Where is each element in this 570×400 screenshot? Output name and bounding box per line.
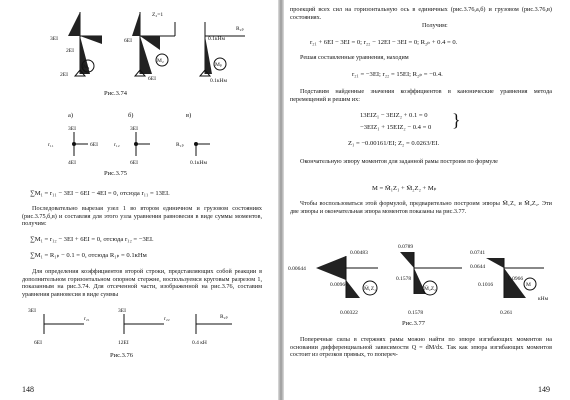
- f377-unit: кНм: [538, 296, 549, 302]
- fig374-label-b3: M₂: [157, 58, 164, 64]
- left-equation-3: ∑M₁ = R₁ₚ − 0.1 = 0, отсюда R₁ₚ = 0.1кНм: [30, 252, 147, 259]
- system-brace: }: [452, 110, 461, 130]
- right-paragraph-3: Подставим найденные значения коэффициентов в канонические уравнения метода перемещений и решим их:: [290, 88, 552, 103]
- figure-3-75: [40, 120, 240, 168]
- fig375-sub-a: а): [68, 112, 74, 119]
- fig376-b: [118, 308, 170, 346]
- right-system-line-1: 13EIZ₁ − 3EIZ₂ + 0.1 = 0: [360, 112, 428, 119]
- fig377-caption: Рис.3.77: [402, 320, 425, 327]
- left-equation-2: ∑M₁ = r₁₂ − 3EI + 6EI = 0, отсюда r₁₂ = −3EI.: [30, 236, 154, 243]
- fig376-c: [192, 314, 232, 346]
- f377-m1: M̄₁Z₁: [364, 286, 377, 292]
- right-equation-3: Z₁ = −0.00161/EI; Z₂ = 0.0263/EI.: [348, 140, 440, 147]
- right-page-number: 149: [538, 385, 550, 394]
- f377-v6: 0.1578: [408, 310, 424, 316]
- right-system-line-2: −3EIZ₁ + 15EIZ₂ − 0.4 = 0: [360, 124, 432, 131]
- f375-r11: r₁₁: [48, 142, 54, 148]
- fig376-caption: Рис.3.76: [110, 352, 133, 359]
- right-equation-2: r₂₁ = −3EI; r₂₂ = 15EI; R₂ₚ = −0.4.: [352, 71, 443, 78]
- f376-r21: r₂₁: [84, 316, 90, 322]
- figure-3-74: [40, 2, 260, 90]
- f377-v9: 0.1016: [478, 282, 494, 288]
- f377-v4: 0.0789: [398, 244, 414, 250]
- f377-m2: M̄₂Z₂: [424, 286, 437, 292]
- fig374-label-c0: 0.1кНм: [208, 36, 225, 42]
- fig374-label-c3: R₂ₚ: [236, 26, 244, 32]
- f376-12ei: 12EI: [118, 340, 129, 346]
- fig374-diagram-a: [50, 12, 102, 78]
- fig375-node-c: [176, 142, 210, 166]
- fig377-m1z1: [288, 250, 378, 316]
- f376-04kn: 0.4 кН: [192, 340, 207, 346]
- fig374-label-a2: 2EI: [60, 72, 68, 78]
- figure-3-77: [286, 228, 566, 318]
- f376-r2p: R₂ₚ: [220, 314, 228, 320]
- f375-6ei-b: 6EI: [130, 160, 138, 166]
- f377-v1: 0.00644: [288, 266, 306, 272]
- right-paragraph-1: проекций всех сил на горизонтальную ось в единичных (рис.3.76,а,б) и грузовом (рис.3.76,в) состояниях.: [290, 6, 552, 21]
- right-equation-1: r₂₁ + 6EI − 3EI = 0; r₂₂ − 12EI − 3EI = 0; R₂ₚ + 0.4 = 0.: [310, 39, 458, 46]
- fig375-caption: Рис.3.75: [104, 170, 127, 177]
- f375-6ei-a: 6EI: [90, 142, 98, 148]
- f377-v10: 0.0966: [508, 276, 524, 282]
- right-equation-4: M = M̄₁Z₁ + M̄₂Z₂ + Mₚ: [372, 185, 437, 192]
- fig375-node-b: [114, 126, 150, 166]
- right-paragraph-6: Поперечные силы в стержнях рамы можно найти по эпюре изгибающих моментов на основании дифференциальной зависимости Q = dM/dx. Так как эпюра изгибающих моментов состоит из отрезков прямых, то попереч-: [290, 336, 552, 359]
- fig374-diagram-c: [200, 22, 245, 84]
- f376-r22: r₂₂: [164, 316, 170, 322]
- fig374-label-b0: Z₂=1: [152, 12, 164, 18]
- fig374-label-a3: M₁: [83, 64, 90, 70]
- f377-v5: 0.1578: [396, 276, 412, 282]
- fig374-label-c2: Mₚ: [215, 62, 223, 68]
- f375-3ei-a: 3EI: [68, 126, 76, 132]
- left-page-number: 148: [22, 385, 34, 394]
- left-paragraph-2: Для определения коэффициентов второй строки, представляющих собой реакции в дополнительном горизонтальном опорном стержне, воспользуемся круговым разрезом 1, показанным на рис.3.74. Для отсеченной части, изображенной на рис.3.76, составим уравнения равновесия в виде суммы: [22, 268, 262, 298]
- f377-v3: 0.00322: [340, 310, 358, 316]
- f377-v11: 0.261: [500, 310, 513, 316]
- right-page: [282, 0, 570, 400]
- f375-3ei-b: 3EI: [130, 126, 138, 132]
- f376-3ei: 3EI: [28, 308, 36, 314]
- fig377-m-final: [470, 250, 549, 316]
- fig375-sub-c: в): [186, 112, 192, 119]
- fig374-label-b2: 6EI: [148, 76, 156, 82]
- f376-3ei-b: 3EI: [118, 308, 126, 314]
- right-label-get: Получим:: [422, 22, 448, 29]
- fig374-label-b1: 6EI: [124, 38, 132, 44]
- f377-v0: 0.00483: [350, 250, 368, 256]
- right-paragraph-5: Чтобы воспользоваться этой формулой, предварительно построим эпюры M̄₁Z₁ и M̄₂Z₂. Эти две эпюры и окончательная эпюра моментов показаны на рис.3.77.: [290, 200, 552, 215]
- f377-m: M: [526, 282, 531, 288]
- f376-6ei: 6EI: [34, 340, 42, 346]
- fig374-label-a0: 3EI: [50, 36, 58, 42]
- fig374-caption: Рис.3.74: [104, 90, 127, 97]
- f375-4ei-a: 4EI: [68, 160, 76, 166]
- left-equation-1: ∑M₁ = r₁₁ − 3EI − 6EI − 4EI = 0, отсюда r₁₁ = 13EI.: [30, 190, 170, 197]
- fig374-diagram-b: [124, 12, 175, 82]
- fig374-label-c1: 0.1кНм: [210, 78, 227, 84]
- f375-r1p: R₁ₚ: [176, 142, 184, 148]
- fig376-a: [28, 308, 90, 346]
- f377-v2: 0.00966: [330, 282, 348, 288]
- right-paragraph-2: Решая составленные уравнения, находим: [300, 54, 409, 61]
- right-paragraph-4: Окончательную эпюру моментов для заданной рамы построим по формуле: [300, 158, 498, 165]
- f377-v8: 0.0644: [470, 264, 486, 270]
- left-paragraph-1: Последовательно вырезая узел 1 во втором единичном и грузовом состояниях (рис.3.75,б,в) и составляя для этого узла уравнения равновесия в виде суммы моментов, получим:: [22, 205, 262, 228]
- f377-v7: 0.0741: [470, 250, 486, 256]
- fig375-node-a: [48, 126, 98, 166]
- fig375-sub-b: б): [128, 112, 134, 119]
- f375-r12: r₁₂: [114, 142, 120, 148]
- f375-01knm: 0.1кНм: [190, 160, 207, 166]
- fig377-m2z2: [396, 244, 462, 316]
- figure-3-76: [24, 304, 244, 350]
- left-page: [0, 0, 280, 400]
- fig374-label-a1: 2EI: [66, 48, 74, 54]
